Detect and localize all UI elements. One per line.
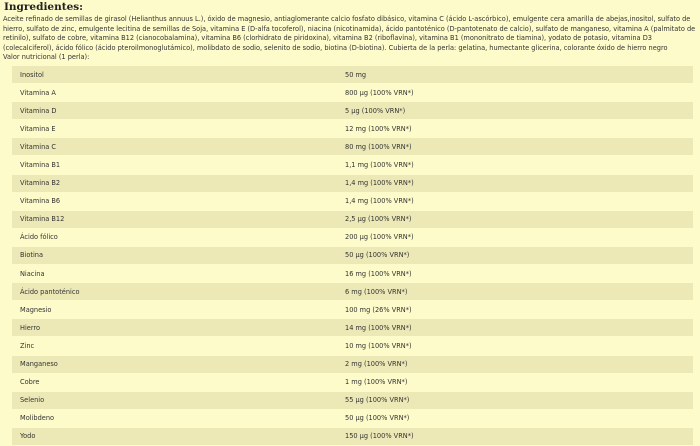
nutrient-amount: 6 mg (100% VRN*): [340, 283, 693, 301]
table-row: [12, 283, 693, 301]
nutrient-amount: 5 µg (100% VRN*): [340, 102, 693, 120]
nutrient-amount: 12 mg (100% VRN*): [340, 120, 693, 138]
nutrient-amount: 14 mg (100% VRN*): [340, 319, 693, 337]
nutrient-amount: 16 mg (100% VRN*): [340, 265, 693, 283]
table-row: [12, 373, 693, 391]
table-row: [12, 265, 693, 283]
table-row: [12, 319, 693, 337]
table-row: [12, 120, 693, 138]
nutrition-label: Valor nutricional (1 perla):: [3, 53, 90, 61]
nutrient-amount: 2 mg (100% VRN*): [340, 355, 693, 373]
nutrient-name: Vitamina D: [12, 102, 340, 120]
nutrient-amount: 80 mg (100% VRN*): [340, 138, 693, 156]
nutrient-name: Biotina: [12, 246, 340, 264]
nutrient-amount: 55 µg (100% VRN*): [340, 391, 693, 409]
nutrition-table-body: [12, 66, 693, 445]
nutrient-amount: 1 mg (100% VRN*): [340, 373, 693, 391]
nutrient-amount: 50 mg: [340, 66, 693, 84]
table-row: [12, 355, 693, 373]
table-row: [12, 301, 693, 319]
nutrient-name: Magnesio: [12, 301, 340, 319]
nutrient-name: Manganeso: [12, 355, 340, 373]
nutrient-name: Vitamina B1: [12, 156, 340, 174]
nutrient-name: Molibdeno: [12, 409, 340, 427]
nutrient-name: Ácido fólico: [12, 228, 340, 246]
nutrient-amount: 50 µg (100% VRN*): [340, 246, 693, 264]
nutrient-name: Vitamina A: [12, 84, 340, 102]
table-row: [12, 391, 693, 409]
nutrient-name: Selenio: [12, 391, 340, 409]
nutrient-amount: 10 mg (100% VRN*): [340, 337, 693, 355]
nutrient-name: Cobre: [12, 373, 340, 391]
nutrient-amount: 2,5 µg (100% VRN*): [340, 210, 693, 228]
nutrient-amount: 50 µg (100% VRN*): [340, 409, 693, 427]
table-row: [12, 84, 693, 102]
table-row: [12, 337, 693, 355]
table-row: [12, 192, 693, 210]
nutrient-name: Inositol: [12, 66, 340, 84]
nutrient-amount: 150 µg (100% VRN*): [340, 427, 693, 445]
nutrient-name: Ácido pantoténico: [12, 283, 340, 301]
table-row: [12, 228, 693, 246]
nutrient-amount: 800 µg (100% VRN*): [340, 84, 693, 102]
nutrition-table: [12, 66, 693, 446]
nutrient-amount: 1,1 mg (100% VRN*): [340, 156, 693, 174]
table-row: [12, 174, 693, 192]
table-row: [12, 210, 693, 228]
nutrient-amount: 1,4 mg (100% VRN*): [340, 174, 693, 192]
nutrient-name: Vitamina C: [12, 138, 340, 156]
nutrient-amount: 1,4 mg (100% VRN*): [340, 192, 693, 210]
nutrient-name: Zinc: [12, 337, 340, 355]
nutrient-name: Vitamina E: [12, 120, 340, 138]
nutrient-name: Yodo: [12, 427, 340, 445]
nutrient-name: Hierro: [12, 319, 340, 337]
table-row: [12, 102, 693, 120]
nutrient-amount: 100 mg (26% VRN*): [340, 301, 693, 319]
nutrient-name: Vitamina B12: [12, 210, 340, 228]
table-row: [12, 246, 693, 264]
table-row: [12, 66, 693, 84]
ingredients-text: Aceite refinado de semillas de girasol (Helianthus annuus L.), óxido de magnesio, antiaglomerante calcio fosfato dibásico, vitamina C (ácido L-ascórbico), emulgente cera amarilla de abejas,inositol, sulfato de hierro, sulfato de zinc, emulgente lecitina de semillas de Soja, vitamina E (D-alfa tocoferol), niacina (nicotinamida), ácido pantoténico (D-pantotenato de calcio), sulfato de manganeso, vitamina A (palmitato de retinilo), sulfato de cobre, vitamina B12 (cianocobalamina), vitamina B6 (clorhidrato de piridoxina), vitamina B2 (riboflavina), vitamina B1 (mononitrato de tiamina), yodato de potasio, vitamina D3 (colecalciferol), ácido fólico (ácido pteroilmonoglutámico), molibdato de sodio, selenito de sodio, biotina (D-biotina). Cubierta de la perla: gelatina, humectante glicerina, colorante óxido de hierro negro: [3, 15, 696, 53]
nutrient-name: Vitamina B6: [12, 192, 340, 210]
table-row: [12, 138, 693, 156]
table-row: [12, 156, 693, 174]
nutrient-name: Niacina: [12, 265, 340, 283]
table-row: [12, 427, 693, 445]
nutrient-name: Vitamina B2: [12, 174, 340, 192]
ingredients-heading: Ingredientes:: [4, 1, 84, 13]
nutrient-amount: 200 µg (100% VRN*): [340, 228, 693, 246]
table-row: [12, 409, 693, 427]
